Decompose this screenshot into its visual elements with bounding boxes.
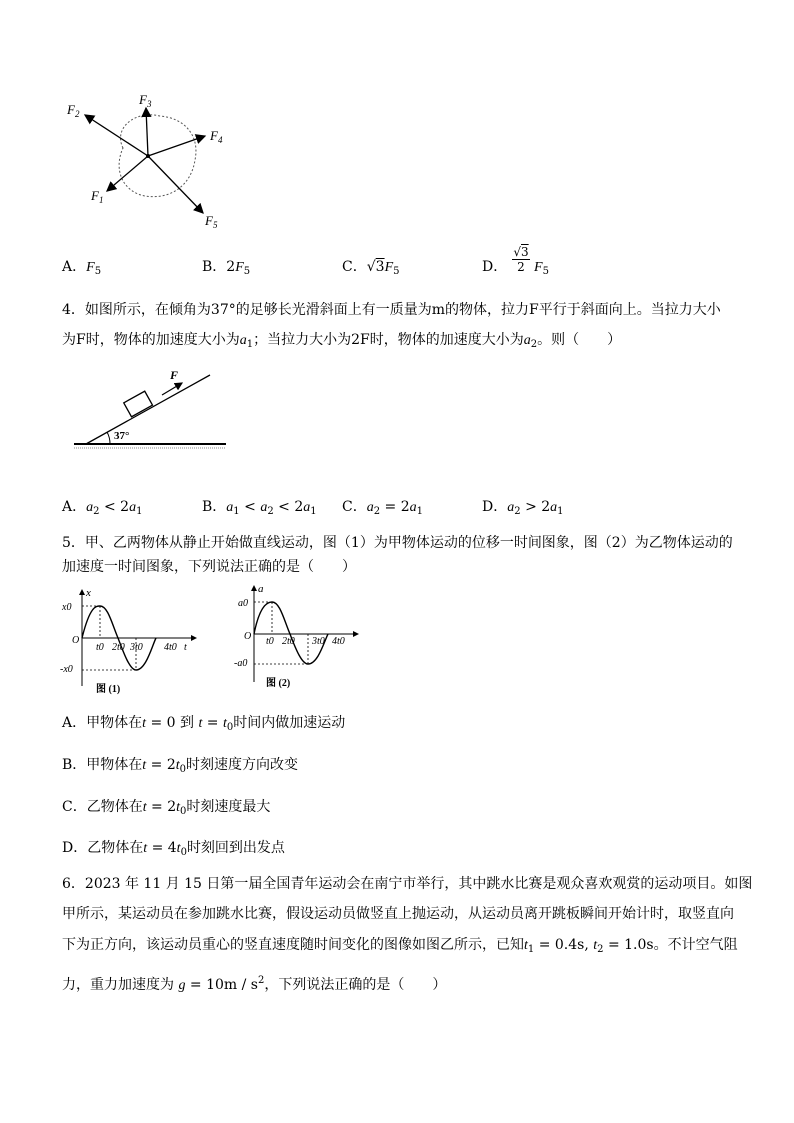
q3-option-a[interactable]: A．$F_5$ — [62, 259, 102, 277]
q4-option-c[interactable]: C．$a_2 = 2a_1$ — [342, 499, 424, 517]
graph-2-at — [232, 582, 362, 692]
q4-option-d[interactable]: D．$a_2 > 2a_1$ — [482, 499, 564, 517]
g1-ylabel: x — [86, 587, 91, 599]
q5-option-a[interactable]: A．甲物体在t = 0 到 $t = t_0$时间内做加速运动 — [62, 715, 346, 733]
force-arrow-f4 — [148, 136, 205, 156]
g2-t2: 2t0 — [282, 636, 295, 647]
g2-origin: O — [244, 631, 252, 642]
curve-2 — [254, 602, 328, 664]
q3-option-d-var: $F_5$ — [534, 260, 549, 277]
force-arrow-f5 — [148, 156, 203, 213]
q5-option-c[interactable]: C．乙物体在$t = 2t_0$时刻速度最大 — [62, 799, 271, 817]
q3-option-b[interactable]: B．$2F_5$ — [202, 259, 251, 277]
dotted-circle — [119, 115, 196, 197]
q5-text-line1: 5．甲、乙两物体从静止开始做直线运动，图（1）为甲物体运动的位移一时间图象，图（2）为乙物体运动的 — [62, 535, 733, 551]
g1-caption: 图 (1) — [96, 684, 121, 695]
label-f2: $F_2$ — [67, 102, 80, 119]
g2-caption: 图 (2) — [266, 678, 291, 689]
incline-diagram — [70, 365, 230, 450]
q4-option-a[interactable]: A．$a_2 < 2a_1$ — [62, 499, 143, 517]
g1-tlabel: t — [184, 642, 187, 653]
label-f5: $F_5$ — [205, 213, 218, 230]
force-arrow-f1 — [107, 156, 148, 191]
q5-option-b[interactable]: B．甲物体在$t = 2t_0$时刻速度方向改变 — [62, 757, 298, 775]
q4-text-line1: 4．如图所示，在倾角为37°的足够长光滑斜面上有一质量为m的物体，拉力F平行于斜面向上。当拉力大小 — [62, 302, 721, 318]
g2-t4: 4t0 — [332, 636, 345, 647]
q6-text-line4: 力，重力加速度为 $g = 10m / s^2$，下列说法正确的是（ ） — [62, 975, 447, 993]
q5-option-d[interactable]: D．乙物体在$t = 4t_0$时刻回到出发点 — [62, 840, 285, 858]
g1-pos: x0 — [62, 602, 72, 613]
g2-t3: 3t0 — [312, 636, 325, 647]
g1-t3: 3t0 — [130, 642, 143, 653]
angle-label: 37° — [114, 430, 130, 442]
q3-option-d-fraction: √3 2 — [513, 245, 529, 274]
q5-text-line2: 加速度一时间图象，下列说法正确的是（ ） — [62, 559, 356, 575]
incline-surface — [86, 375, 210, 444]
g1-origin: O — [72, 635, 80, 646]
g2-pos: a0 — [238, 598, 248, 609]
label-f3: $F_3$ — [139, 92, 152, 109]
g1-t2: 2t0 — [112, 642, 125, 653]
force-diagram — [55, 88, 255, 233]
g2-neg: -a0 — [234, 658, 248, 669]
q6-text-line3: 下为正方向，该运动员重心的竖直速度随时间变化的图像如图乙所示，已知$t_1 = 0.4s$, $t_2 = 1.0s$。不计空气阻 — [62, 937, 738, 955]
force-label: F — [170, 368, 179, 382]
label-f1: $F_1$ — [91, 188, 104, 205]
q4-option-b[interactable]: B．$a_1 < a_2 < 2a_1$ — [202, 499, 317, 517]
graph-1-xt — [60, 586, 200, 696]
force-arrow-f2 — [85, 115, 148, 156]
g1-neg: -x0 — [60, 664, 73, 675]
q3-option-c[interactable]: C．$√3F_5$ — [342, 259, 400, 277]
q3-option-d[interactable]: D． — [482, 259, 508, 275]
q6-text-line2: 甲所示，某运动员在参加跳水比赛，假设运动员做竖直上抛运动，从运动员离开跳板瞬间开始计时，取竖直向 — [62, 906, 734, 922]
g1-t1: t0 — [96, 642, 104, 653]
q4-text-line2: 为F时，物体的加速度大小为$a_1$；当拉力大小为2F时，物体的加速度大小为$a_2$。则（ ） — [62, 332, 622, 350]
g2-ylabel: a — [258, 583, 264, 595]
g2-t1: t0 — [266, 636, 274, 647]
q6-text-line1: 6．2023 年 11 月 15 日第一届全国青年运动会在南宁市举行，其中跳水比赛是观众喜欢观赏的运动项目。如图 — [62, 876, 753, 892]
block — [124, 391, 153, 417]
force-arrow-f — [162, 383, 182, 395]
label-f4: $F_4$ — [210, 128, 223, 145]
g1-t4: 4t0 — [164, 642, 177, 653]
